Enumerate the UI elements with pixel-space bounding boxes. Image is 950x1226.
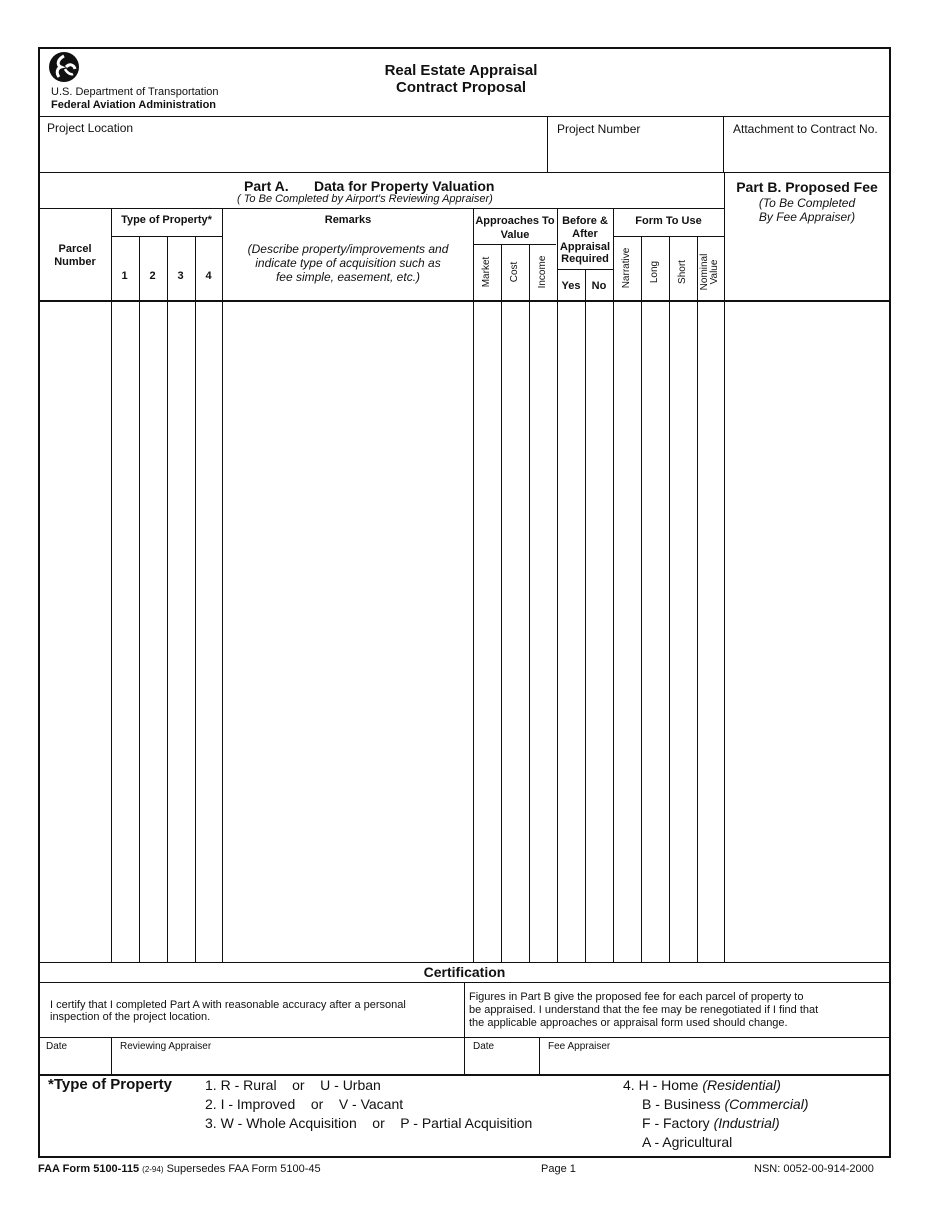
legend-item-a: A - Agricultural <box>642 1134 733 1150</box>
legend-item-f <box>642 1115 780 1131</box>
legend-f-desc: (Industrial) <box>713 1115 780 1131</box>
part-b-sub1: (To Be Completed <box>758 196 856 210</box>
cert-right-text-2: be appraised. I understand that the fee may be renegotiated if I find that <box>469 1004 819 1016</box>
part-a-title: Data for Property Valuation <box>314 178 495 194</box>
divider <box>473 244 556 245</box>
supersedes: Supersedes FAA Form 5100-45 <box>166 1163 321 1175</box>
approach-cost: Cost <box>509 261 520 283</box>
nsn-number: NSN: 0052-00-914-2000 <box>754 1163 874 1175</box>
legend-item-3: 3. W - Whole Acquisition or P - Partial Acquisition <box>205 1115 533 1131</box>
attachment-label: Attachment to Contract No. <box>733 122 878 136</box>
no-header: No <box>591 280 607 292</box>
legend-f: F - Factory <box>642 1115 714 1131</box>
form-title: Real Estate Appraisal <box>384 62 538 79</box>
form-to-use-header: Form To Use <box>635 215 702 227</box>
footer-form-info <box>38 1163 321 1175</box>
dot-logo-icon <box>48 51 80 83</box>
page-number: Page 1 <box>541 1163 576 1175</box>
project-number-field[interactable] <box>549 138 721 170</box>
divider <box>39 172 890 173</box>
fee-appraiser-signature[interactable] <box>541 1054 889 1072</box>
form-subtitle: Contract Proposal <box>395 79 527 96</box>
before-after-header-2: After <box>572 228 598 240</box>
certification-title: Certification <box>423 964 506 980</box>
approaches-header-2: Value <box>500 229 530 241</box>
agency-name: U.S. Department of Transportation <box>51 86 219 98</box>
form-nominal: Nominal <box>699 253 710 291</box>
divider <box>39 116 890 117</box>
type-col-3: 3 <box>177 270 184 282</box>
legend-h-desc: (Residential) <box>702 1077 781 1093</box>
divider <box>39 962 890 963</box>
type-col-2: 2 <box>149 270 156 282</box>
type-col-4: 4 <box>205 270 212 282</box>
form-short: Short <box>677 260 688 284</box>
project-location-label: Project Location <box>47 121 134 135</box>
part-b-fee-area[interactable] <box>725 302 889 961</box>
parcel-header: Parcel <box>58 243 92 255</box>
divider <box>111 1037 112 1074</box>
cert-left-text-2: inspection of the project location. <box>50 1011 211 1023</box>
divider <box>39 208 724 209</box>
legend-b: B - Business <box>642 1096 725 1112</box>
part-b-sub2: By Fee Appraiser) <box>758 210 856 224</box>
reviewing-appraiser-signature[interactable] <box>113 1054 463 1072</box>
legend-item-4 <box>623 1077 781 1093</box>
reviewer-date-field[interactable] <box>40 1054 110 1072</box>
divider <box>539 1037 540 1074</box>
cert-left-text-1: I certify that I completed Part A with reasonable accuracy after a personal <box>50 999 406 1011</box>
remarks-desc-1: (Describe property/improvements and <box>247 242 449 256</box>
before-after-header-3: Appraisal <box>559 241 611 253</box>
approach-income: Income <box>537 255 548 289</box>
yes-header: Yes <box>561 280 581 292</box>
fee-date-label: Date <box>473 1041 495 1052</box>
reviewing-appraiser-label: Reviewing Appraiser <box>120 1041 212 1052</box>
remarks-header: Remarks <box>324 214 372 226</box>
agency-subname: Federal Aviation Administration <box>51 99 217 111</box>
fee-date-field[interactable] <box>466 1054 538 1072</box>
approaches-header: Approaches To <box>475 215 555 227</box>
approach-market: Market <box>481 256 492 288</box>
remarks-desc-2: indicate type of acquisition such as <box>255 256 441 270</box>
form-id: FAA Form 5100-115 <box>38 1163 140 1175</box>
type-of-property-header: Type of Property* <box>121 214 212 226</box>
form-date: (2-94) <box>142 1165 164 1174</box>
fee-appraiser-label: Fee Appraiser <box>548 1041 611 1052</box>
part-a-subtitle: ( To Be Completed by Airport's Reviewing Appraiser) <box>237 193 493 205</box>
before-after-header-4: Required <box>561 253 609 265</box>
legend-title: *Type of Property <box>48 1076 172 1093</box>
part-a-data-area[interactable] <box>40 302 723 961</box>
remarks-desc-3: fee simple, easement, etc.) <box>275 270 421 284</box>
divider <box>547 117 548 172</box>
divider <box>464 982 465 1074</box>
cert-date-label: Date <box>46 1041 68 1052</box>
part-b-title: Part B. Proposed Fee <box>736 179 878 195</box>
legend-h: 4. H - Home <box>623 1077 703 1093</box>
legend-b-desc: (Commercial) <box>724 1096 809 1112</box>
cert-right-text-1: Figures in Part B give the proposed fee for each parcel of property to <box>469 991 804 1003</box>
legend-item-2: 2. I - Improved or V - Vacant <box>205 1096 404 1112</box>
legend-item-1: 1. R - Rural or U - Urban <box>205 1077 381 1093</box>
project-location-field[interactable] <box>40 136 545 170</box>
type-col-1: 1 <box>121 270 128 282</box>
part-a-label: Part A. <box>244 178 289 194</box>
divider <box>39 1037 890 1038</box>
project-number-label: Project Number <box>557 122 641 136</box>
before-after-header: Before & <box>562 215 608 227</box>
cert-right-text-3: the applicable approaches or appraisal form used should change. <box>469 1017 788 1029</box>
form-long: Long <box>649 260 660 284</box>
form-nominal-2: Value <box>709 259 720 285</box>
legend-item-b <box>642 1096 808 1112</box>
attachment-field[interactable] <box>725 138 888 170</box>
divider <box>723 117 724 172</box>
parcel-header-2: Number <box>54 256 96 268</box>
form-narrative: Narrative <box>621 247 632 289</box>
